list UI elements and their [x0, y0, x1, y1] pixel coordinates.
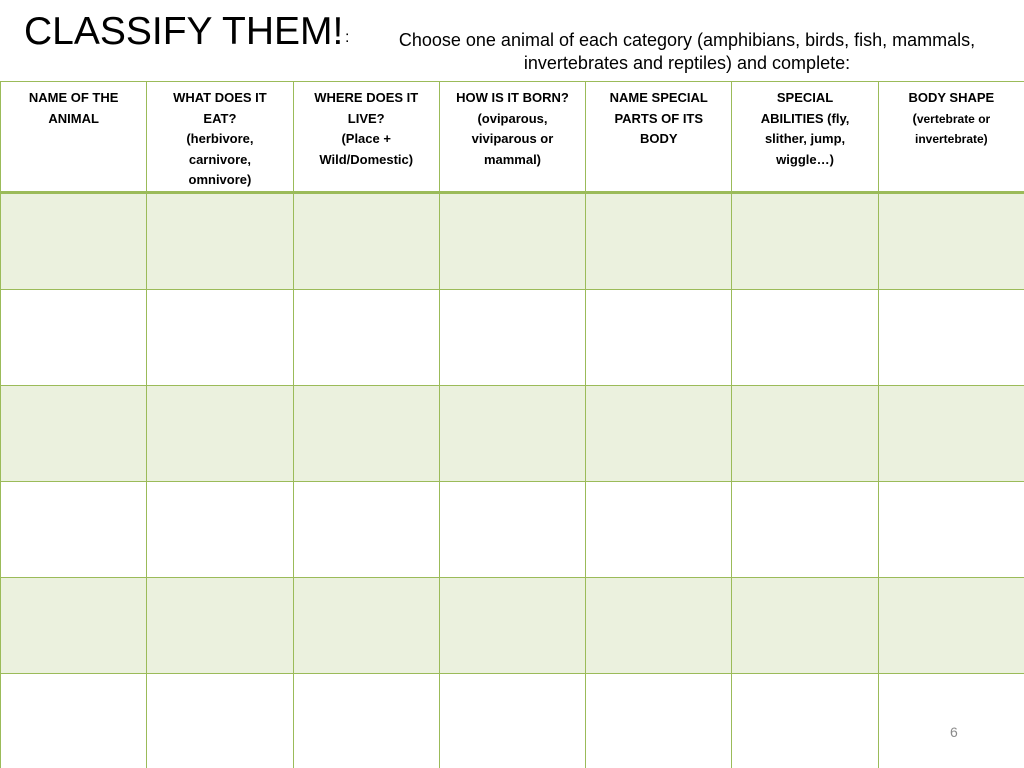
table-cell[interactable] — [439, 673, 585, 768]
table-cell[interactable] — [1, 673, 147, 768]
title-colon: : — [345, 29, 350, 46]
table-cell[interactable] — [439, 289, 585, 385]
table-cell[interactable] — [293, 289, 439, 385]
table-row — [1, 385, 1024, 481]
table-cell[interactable] — [1, 577, 147, 673]
table-cell[interactable] — [293, 385, 439, 481]
table-cell[interactable] — [586, 673, 732, 768]
table-cell[interactable] — [1, 289, 147, 385]
table-cell[interactable] — [732, 673, 878, 768]
table-cell[interactable] — [147, 577, 293, 673]
instruction-line-2: invertebrates and reptiles) and complete: — [523, 53, 851, 73]
page-number: 6 — [950, 724, 958, 740]
table-cell[interactable] — [878, 481, 1024, 577]
instructions — [352, 29, 1022, 75]
table-cell[interactable] — [439, 481, 585, 577]
header-special-abilities: SPECIAL ABILITIES (fly, slither, jump, wiggle…) — [732, 82, 878, 193]
table-cell[interactable] — [439, 192, 585, 289]
table-cell[interactable] — [586, 481, 732, 577]
table-cell[interactable] — [147, 289, 293, 385]
instruction-line-1: Choose one animal of each category (amphibians, birds, fish, mammals, — [398, 30, 976, 50]
table-cell[interactable] — [293, 481, 439, 577]
table-cell[interactable] — [878, 577, 1024, 673]
table-row — [1, 673, 1024, 768]
table-cell[interactable] — [1, 385, 147, 481]
classification-table — [0, 81, 1024, 768]
table-cell[interactable] — [293, 192, 439, 289]
table-cell[interactable] — [293, 673, 439, 768]
header-birth: HOW IS IT BORN? (oviparous, viviparous or mammal) — [439, 82, 585, 193]
table-cell[interactable] — [147, 481, 293, 577]
table-cell[interactable] — [293, 577, 439, 673]
table-cell[interactable] — [732, 192, 878, 289]
table-cell[interactable] — [878, 289, 1024, 385]
header-diet: WHAT DOES IT EAT? (herbivore, carnivore, omnivore) — [147, 82, 293, 193]
header-row — [1, 82, 1024, 193]
header-special-parts: NAME SPECIAL PARTS OF ITS BODY — [586, 82, 732, 193]
table-row — [1, 192, 1024, 289]
table-cell[interactable] — [1, 481, 147, 577]
table-cell[interactable] — [1, 192, 147, 289]
table-cell[interactable] — [586, 289, 732, 385]
header-body-shape: BODY SHAPE (vertebrate or invertebrate) — [878, 82, 1024, 193]
table-cell[interactable] — [732, 289, 878, 385]
slide-header — [0, 0, 1024, 80]
header-animal-name: NAME OF THE ANIMAL — [1, 82, 147, 193]
table-cell[interactable] — [439, 577, 585, 673]
table-row — [1, 481, 1024, 577]
table-cell[interactable] — [732, 385, 878, 481]
table-cell[interactable] — [878, 192, 1024, 289]
table-cell[interactable] — [732, 577, 878, 673]
table-cell[interactable] — [147, 192, 293, 289]
table-cell[interactable] — [878, 385, 1024, 481]
table-cell[interactable] — [586, 192, 732, 289]
slide-title: CLASSIFY THEM! — [24, 10, 344, 53]
table-cell[interactable] — [878, 673, 1024, 768]
table-cell[interactable] — [439, 385, 585, 481]
table-cell[interactable] — [732, 481, 878, 577]
table-row — [1, 289, 1024, 385]
table-row — [1, 577, 1024, 673]
table-cell[interactable] — [147, 673, 293, 768]
table-cell[interactable] — [147, 385, 293, 481]
header-habitat: WHERE DOES IT LIVE? (Place + Wild/Domestic) — [293, 82, 439, 193]
table-cell[interactable] — [586, 577, 732, 673]
table-cell[interactable] — [586, 385, 732, 481]
